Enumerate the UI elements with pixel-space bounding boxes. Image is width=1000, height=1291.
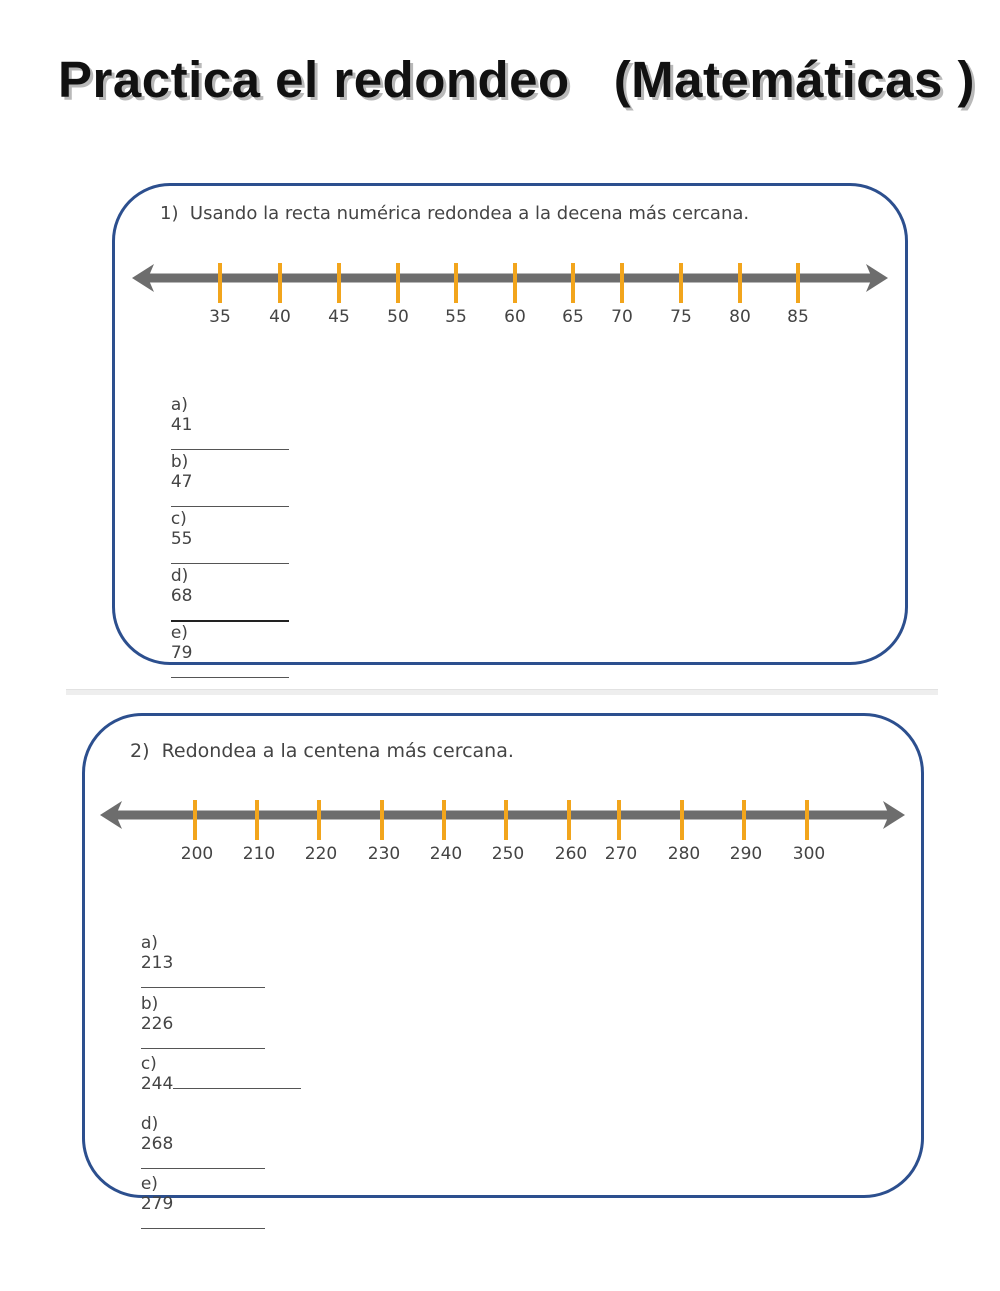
- answer-blank[interactable]: [171, 663, 289, 678]
- instruction-2: 2) Redondea a la centena más cercana.: [130, 740, 514, 762]
- tick-label: 80: [729, 307, 751, 327]
- page-title: Practica el redondeo (Matemáticas ): [58, 51, 975, 108]
- tick-label: 75: [670, 307, 692, 327]
- item-number: 47: [170, 472, 193, 492]
- answer-item: [160, 603, 289, 683]
- tick-label: 300: [792, 844, 826, 864]
- tick-label: 70: [611, 307, 633, 327]
- instruction-1: 1) Usando la recta numérica redondea a la decena más cercana.: [160, 203, 750, 224]
- tick-label: 50: [387, 307, 409, 327]
- tick-label: 45: [328, 307, 350, 327]
- number-line-2: [100, 795, 905, 871]
- tick-label: 65: [562, 307, 584, 327]
- tick-label: 60: [504, 307, 526, 327]
- item-letter: b): [170, 452, 189, 472]
- answer-blank[interactable]: [141, 1214, 265, 1229]
- answer-item: [130, 1154, 265, 1234]
- item-number: 68: [170, 586, 193, 606]
- tick-label: 85: [787, 307, 809, 327]
- answer-item: [130, 1034, 301, 1094]
- tick-label: 280: [667, 844, 701, 864]
- tick-label: 200: [180, 844, 214, 864]
- section-divider: [66, 689, 938, 695]
- item-letter: e): [170, 623, 188, 643]
- tick-label: 290: [729, 844, 763, 864]
- item-letter: a): [170, 395, 188, 415]
- item-letter: c): [170, 509, 187, 529]
- item-letter: c): [140, 1054, 157, 1074]
- item-number: 279: [140, 1194, 174, 1214]
- item-letter: b): [140, 994, 159, 1014]
- item-number: 79: [170, 643, 193, 663]
- item-number: 244: [140, 1074, 174, 1094]
- tick-label: 220: [304, 844, 338, 864]
- tick-label: 270: [604, 844, 638, 864]
- tick-label: 240: [429, 844, 463, 864]
- item-number: 268: [140, 1134, 174, 1154]
- tick-label: 230: [367, 844, 401, 864]
- tick-label: 250: [491, 844, 525, 864]
- item-number: 226: [140, 1014, 174, 1034]
- answer-blank[interactable]: [173, 1074, 301, 1089]
- item-letter: d): [170, 566, 189, 586]
- tick-label: 260: [554, 844, 588, 864]
- tick-label: 55: [445, 307, 467, 327]
- item-letter: a): [140, 933, 158, 953]
- number-line-1: [132, 258, 888, 334]
- tick-label: 35: [209, 307, 231, 327]
- tick-label: 210: [242, 844, 276, 864]
- item-letter: e): [140, 1174, 158, 1194]
- item-letter: d): [140, 1114, 159, 1134]
- tick-label: 40: [269, 307, 291, 327]
- item-number: 41: [170, 415, 193, 435]
- item-number: 213: [140, 953, 174, 973]
- item-number: 55: [170, 529, 193, 549]
